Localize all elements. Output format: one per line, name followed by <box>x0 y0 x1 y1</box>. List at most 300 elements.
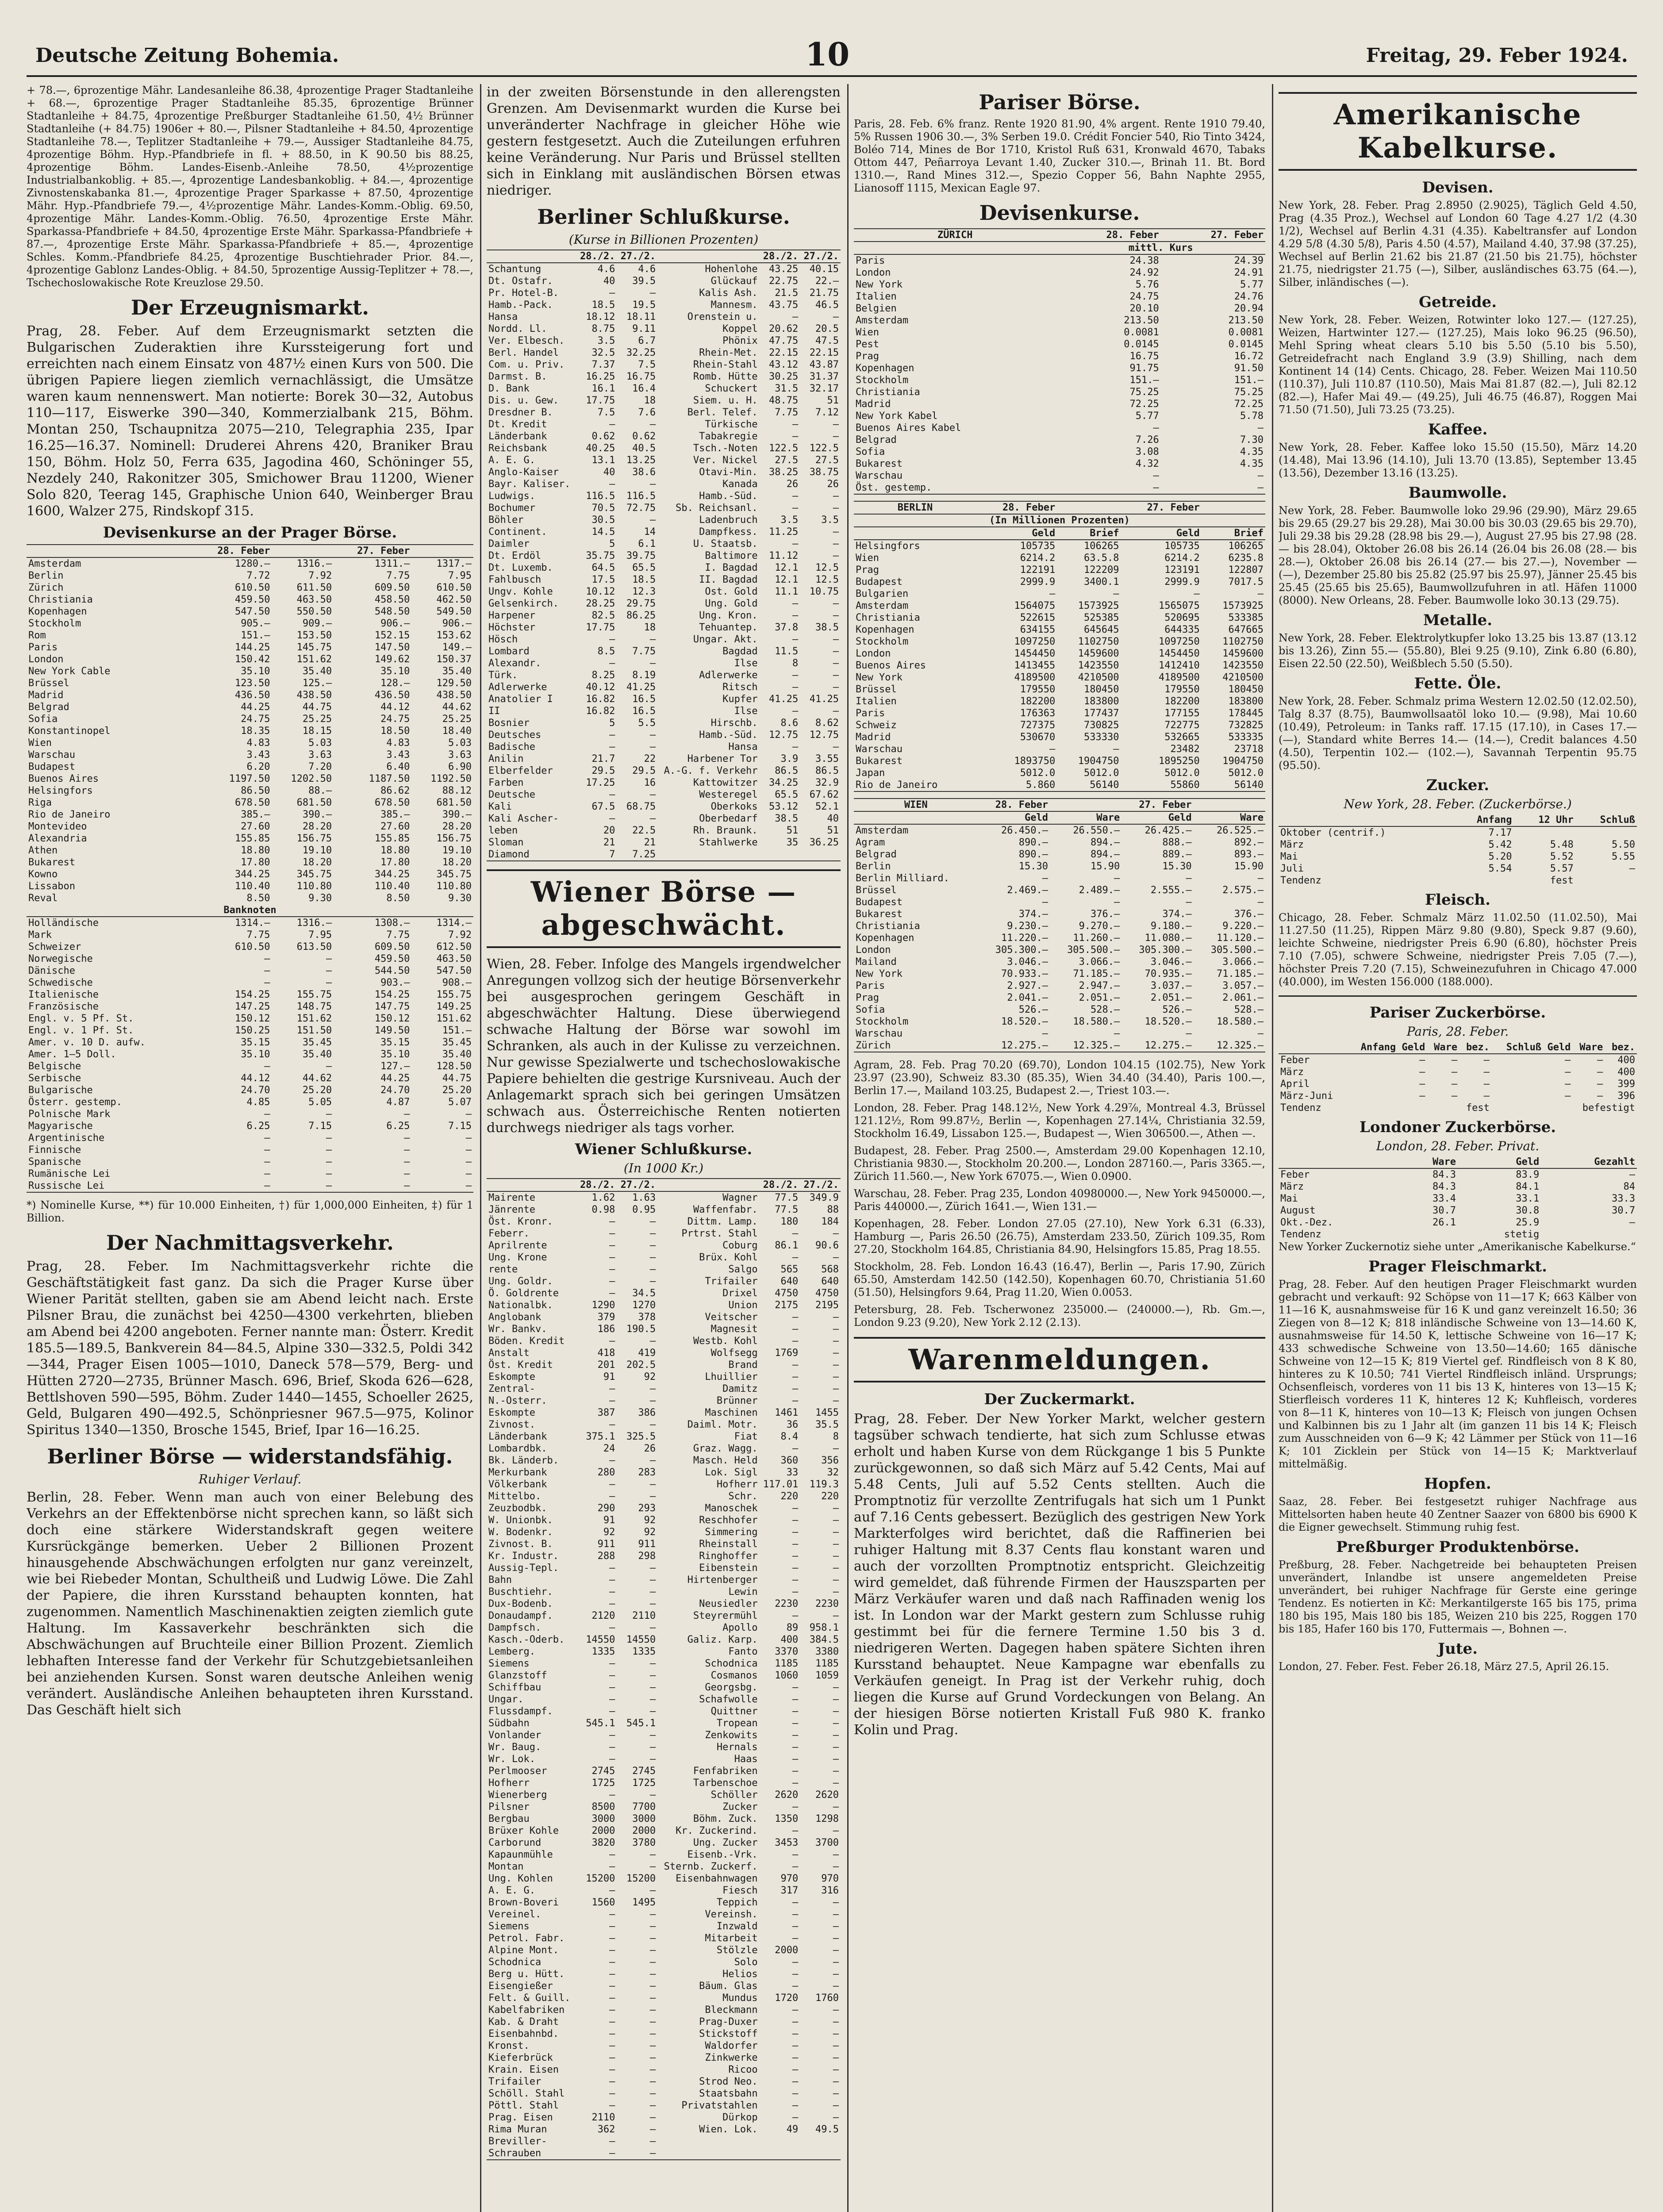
table-cell: — <box>1113 744 1119 755</box>
table-cell: 67.62 <box>809 789 839 800</box>
table-cell: Bäum. Glas <box>699 1981 758 1992</box>
table-cell: 153.50 <box>296 630 332 641</box>
table-cell: 24.39 <box>1234 255 1264 266</box>
table-cell: 26 <box>827 479 839 490</box>
table-row <box>487 645 841 657</box>
table-cell: 8.75 <box>591 323 615 334</box>
table-cell: 345.75 <box>436 869 472 880</box>
table-row <box>854 648 1265 660</box>
table-cell: Nordd. Ll. <box>488 323 547 334</box>
table-row <box>487 2076 841 2088</box>
table-header-row <box>854 811 1265 824</box>
table-cell: 149.62 <box>374 654 410 665</box>
table-cell: 6235.8 <box>1228 553 1264 564</box>
table-cell: 44.75 <box>302 702 332 713</box>
table-cell: II. Bagdad <box>699 574 758 585</box>
table-cell: 44.62 <box>442 702 472 713</box>
table-cell: — <box>1257 1028 1264 1039</box>
table-cell: — <box>833 2005 839 2016</box>
table-cell: — <box>1451 1079 1458 1090</box>
table-cell: Cosmanos <box>711 1670 758 1681</box>
table-row <box>487 1467 841 1479</box>
table-cell: Budapest <box>856 576 903 588</box>
table-cell: Feberr. <box>488 1228 530 1239</box>
table-cell: 30.7 <box>1612 1205 1635 1216</box>
table-cell: — <box>1257 588 1264 599</box>
table-cell: Siemens <box>488 1658 530 1669</box>
table-cell: — <box>1597 1079 1603 1090</box>
table-cell: — <box>833 1575 839 1586</box>
table-cell: 1565075 <box>1158 600 1200 611</box>
table-cell: — <box>609 1682 615 1693</box>
table-cell: — <box>833 2052 839 2063</box>
table-cell: 18.50 <box>380 726 410 737</box>
table-row <box>487 1992 841 2004</box>
table-cell: 18.580.— <box>1073 1016 1120 1027</box>
table-cell: — <box>326 1168 332 1179</box>
table-cell: Spanische <box>28 1156 81 1167</box>
table-cell: Veitscher <box>705 1312 758 1323</box>
table-cell: — <box>792 2016 799 2028</box>
table-cell: — <box>792 2005 799 2016</box>
table-cell: 645645 <box>1084 624 1119 635</box>
table-cell: 16.82 <box>586 694 615 705</box>
table-cell: 5.50 <box>1612 839 1635 850</box>
table-row <box>487 526 841 538</box>
page-number: 10 <box>805 35 850 73</box>
table-cell: 2000 <box>632 1825 656 1836</box>
table-cell: Okt.-Dez. <box>1280 1217 1333 1228</box>
table-cell: — <box>833 741 839 753</box>
table-cell: 184 <box>821 1216 839 1227</box>
table-cell: — <box>792 1395 799 1406</box>
table-cell: Harbener Tor <box>687 753 758 764</box>
table-cell: — <box>649 1981 656 1992</box>
table-row <box>487 299 841 311</box>
table-cell: Eskompte <box>488 1407 535 1418</box>
table-row <box>487 1191 841 1204</box>
table-cell: — <box>649 730 656 741</box>
table-cell: 35.40 <box>442 666 472 677</box>
table-row <box>487 825 841 837</box>
table-cell: 11.080.— <box>1145 933 1192 944</box>
table-cell: — <box>609 1336 615 1347</box>
table-cell: 17.80 <box>380 857 410 868</box>
table-cell: 21.75 <box>809 288 839 299</box>
table-row <box>487 1431 841 1443</box>
table-cell: Eisenb.-Vrk. <box>687 1849 758 1860</box>
table-cell: 3.5 <box>597 335 615 346</box>
table-cell: 1335 <box>591 1646 615 1657</box>
subtitle-berliner-boerse: Ruhiger Verlauf. <box>198 1472 302 1486</box>
article-hopfen: Saaz, 28. Feber. Bei festgesetzt ruhiger Nachfrage aus Mittelsorten haben heute 40 Zentner Saazer von 6800 bis 6900 K die Eigner gewechselt. Stimmung ruhig fest. <box>1279 1495 1637 1533</box>
table-cell: — <box>404 1144 410 1156</box>
table-cell: 35.10 <box>380 1049 410 1060</box>
table-cell: — <box>792 1754 799 1765</box>
table-cell: Bukarest <box>28 857 75 868</box>
table-cell: 532665 <box>1164 732 1200 743</box>
table-cell: 155.85 <box>374 833 410 844</box>
table-cell: Ung. Kohlen <box>488 1873 553 1884</box>
table-row <box>487 1407 841 1419</box>
table-cell: Böden. Kredit <box>488 1336 565 1347</box>
table-cell: 151.— <box>241 630 270 641</box>
table-cell: 8.6 <box>780 718 799 729</box>
table-cell: 2.555.— <box>1150 885 1192 896</box>
table-cell <box>760 2135 800 2147</box>
table-cell: Ungar. <box>488 1694 524 1705</box>
table-cell: 2745 <box>591 1766 615 1777</box>
table-cell: 1.62 <box>591 1192 615 1203</box>
table-cell: Hansa <box>728 741 758 753</box>
table-cell: Flussdampf. <box>488 1706 553 1717</box>
table-cell <box>760 849 800 860</box>
table-cell: 4750 <box>775 1288 799 1299</box>
table-cell: 32.17 <box>809 383 839 394</box>
table-cell: Donaudampf. <box>488 1610 553 1621</box>
table-cell: 18.20 <box>302 857 332 868</box>
table-cell: Eisengießer <box>488 1981 553 1992</box>
table-cell: Konstantinopel <box>28 726 111 737</box>
table-cell: 1185 <box>775 1658 799 1669</box>
table-cell: 23718 <box>1234 744 1264 755</box>
table-row <box>487 729 841 741</box>
table-row <box>854 576 1265 588</box>
table-cell: Otavi-Min. <box>699 467 758 478</box>
table-row <box>487 1849 841 1861</box>
table-cell: London <box>856 945 891 956</box>
table-cell: Anstalt <box>488 1348 530 1359</box>
table-cell: Stockholm <box>856 636 909 647</box>
table-cell: — <box>833 1610 839 1621</box>
table-cell: W. Unionbk. <box>488 1515 553 1526</box>
table-cell: 3000 <box>591 1813 615 1824</box>
table-cell: 43.87 <box>809 359 839 370</box>
table-cell: Österr. gestemp. <box>28 1097 122 1108</box>
table-cell: — <box>833 1933 839 1944</box>
table-cell: — <box>326 977 332 988</box>
table-cell: 1560 <box>591 1897 615 1908</box>
table-cell: — <box>833 1694 839 1705</box>
table-cell: 48.75 <box>769 395 799 406</box>
table-cell: — <box>833 1718 839 1729</box>
table-cell: Coburg <box>722 1240 758 1251</box>
table-cell: Magnesit <box>711 1324 758 1335</box>
table-cell: Zeuzbodbk. <box>488 1503 547 1514</box>
table-cell: 177437 <box>1084 708 1119 719</box>
table-cell: Reval <box>28 893 58 904</box>
table-row <box>27 821 473 833</box>
table-cell: 1350 <box>775 1813 799 1824</box>
table-cell: 105735 <box>1020 541 1056 552</box>
table-cell: Teppich <box>716 1897 758 1908</box>
table-cell: — <box>1483 1055 1490 1066</box>
table-row <box>1279 1193 1637 1205</box>
table-row <box>27 845 473 856</box>
table-cell: Apollo <box>722 1622 758 1633</box>
table-cell: Tendenz <box>1280 875 1321 886</box>
table-cell: New York Kabel <box>856 411 938 422</box>
table-cell: — <box>833 1395 839 1406</box>
table-cell: 526.— <box>1162 1004 1192 1015</box>
table-cell: Kapaunmühle <box>488 1849 553 1860</box>
table-cell: Waldorfer <box>705 2040 758 2051</box>
table-cell: 152.15 <box>374 630 410 641</box>
table-header-cell <box>1057 502 1121 514</box>
table-cell: Bagdad <box>722 646 758 657</box>
subhead-zucker-ny: Zucker. <box>1426 776 1490 794</box>
table-cell: 12.1 <box>775 574 799 585</box>
table-cell: — <box>1483 1091 1490 1102</box>
section-title-devisenkurse: Devisenkurse. <box>979 201 1140 225</box>
table-cell: — <box>792 311 799 323</box>
table-cell: 24.92 <box>1129 267 1159 278</box>
table-row <box>854 291 1265 303</box>
table-cell: Magyarische <box>28 1121 93 1132</box>
table-row <box>1279 875 1637 887</box>
article-fette: New York, 28. Feber. Schmalz prima Western 12.02.50 (12.02.50), Talg 8.37 (8.75), Baumwollsaatöl loko 10.— (9.98), Mai 10.60 (10.49), Petroleum: in Tanks raff. 17.15 (17.10), in Cases 17.— (—), Standard white Berres 14.— (14.—), Credit balances 4.50 (4.50), Terpentin 102.— (102.—), Savannah Terpentin 95.75 (95.50). <box>1279 695 1637 772</box>
table-cell: 5012.0 <box>1164 768 1200 779</box>
table-cell: — <box>649 1419 656 1430</box>
table-cell: 305.500.— <box>1210 945 1264 956</box>
table-cell: Rhein-Met. <box>699 347 758 358</box>
table-cell: 11.1 <box>775 586 799 597</box>
table-cell: Stölzle <box>716 1945 758 1956</box>
table-cell: Bukarest <box>856 909 903 920</box>
table-cell: 8.62 <box>815 718 839 729</box>
table-row <box>854 1004 1265 1016</box>
market-report: Agram, 28. Feb. Prag 70.20 (69.70), London 104.15 (102.75), New York 23.97 (23.90), Schweiz 83.30 (85.35), Wien 34.40 (34.40), Paris 100.—, Berlin 17.—, Mailand 103.25, Budapest 2.—, Triest 103.—. <box>854 1059 1265 1097</box>
table-cell: 8 <box>833 1431 839 1442</box>
table-header-cell: 27. Feber <box>1121 502 1202 514</box>
table-row <box>487 837 841 849</box>
table-cell: — <box>649 634 656 645</box>
table-cell: 40 <box>603 467 615 478</box>
article-pariser-boerse: Paris, 28. Feb. 6% franz. Rente 1920 81.90, 4% argent. Rente 1910 79.40, 5% Russen 1906 30.—, 3% Serben 19.0. Crédit Foncier 540, Rio Tinto 3424, Boléo 714, Mines de Bor 1710, Kristol Ruß 631, Kronwald 4670, Tabaks Ottom 447, Peñarroya Levant 1.40, Zucker 310.—, Brinah 11. Bt. Bord 1310.—, Rand Mines 312.—, Spezio Copper 56, Bahn Naphte 2955, Lianosoff 1115, Mexican Eagle 97. <box>854 118 1265 194</box>
table-cell: Lombard <box>488 646 530 657</box>
table-cell: 125.— <box>302 678 332 689</box>
table-cell: 11.5 <box>775 646 799 657</box>
table-cell: — <box>792 610 799 621</box>
table-cell: 148.75 <box>296 1001 332 1012</box>
table-cell: 2110 <box>632 1610 656 1621</box>
table-cell: 122.5 <box>809 443 839 454</box>
table-row <box>27 1168 473 1180</box>
table-cell: — <box>1451 1055 1458 1066</box>
table-cell: 9.270.— <box>1079 921 1120 932</box>
table-cell: 678.50 <box>374 797 410 808</box>
table-cell: — <box>326 1061 332 1072</box>
table-cell: 16.5 <box>632 694 656 705</box>
table-header-cell: 28./2. <box>576 250 617 263</box>
table-cell: 12.325.— <box>1073 1040 1120 1051</box>
table-row <box>854 482 1265 494</box>
article-getreide: New York, 28. Feber. Weizen, Rotwinter loko 127.— (127.25), Weizen, Hartwinter 127.— (127.25), Mais loko 96.25 (96.50), Mehl Spring wheat clears 5.10 bis 5.50 (5.10 bis 5.50), Getreidefracht nach England 3.9 (3.9) Shilling, nach dem Kontinent 14 (14) Cents. Chicago, 28. Feber. Weizen Mai 110.50 (110.37), Juli 110.87 (110.50), Mais Mai 81.87 (82.—), Juli 82.12 (82.—), Hafer Mai 49.— (49.25), Juli 46.75 (46.87), Roggen Mai 71.50 (71.50), Juli 73.25 (73.25). <box>1279 314 1637 416</box>
table-row <box>854 992 1265 1004</box>
table-cell: 893.— <box>1234 849 1264 860</box>
table-row <box>27 725 473 737</box>
table-cell: 7.17 <box>1488 827 1512 838</box>
other-markets-block <box>854 1059 1265 1329</box>
table-cell: 68.75 <box>626 801 656 812</box>
table-cell: Steyrermühl <box>693 1610 758 1621</box>
table-cell: Länderbank <box>488 1431 547 1442</box>
table-cell: 40 <box>827 813 839 824</box>
table-cell: — <box>1451 1091 1458 1102</box>
table-row <box>1279 1168 1637 1181</box>
table-cell: 5.20 <box>1488 851 1512 862</box>
table-cell: — <box>833 1981 839 1992</box>
table-cell: Schwedische <box>28 977 93 988</box>
table-row <box>854 470 1265 482</box>
table-row <box>487 1299 841 1311</box>
table-cell: 25.9 <box>1516 1217 1540 1228</box>
table-cell: 7.75 <box>775 407 799 418</box>
table-cell: 12.275.— <box>1145 1040 1192 1051</box>
table-row <box>487 574 841 586</box>
table-cell: Holländische <box>28 918 99 929</box>
table-cell: 3780 <box>632 1837 656 1848</box>
table-cell: 609.50 <box>374 941 410 952</box>
table-header-row <box>1279 814 1637 826</box>
table-cell: 91 <box>603 1515 615 1526</box>
table-cell: 2110 <box>591 2112 615 2123</box>
table-row <box>487 849 841 860</box>
table-cell: 385.— <box>241 809 270 820</box>
table-cell: 5.48 <box>1550 839 1574 850</box>
table-cell: 30.7 <box>1433 1205 1456 1216</box>
table-cell: — <box>833 1861 839 1872</box>
table-cell: — <box>609 1622 615 1633</box>
table-cell: 12.75 <box>769 730 799 741</box>
table-row <box>27 677 473 689</box>
table-row <box>487 2028 841 2040</box>
table-cell: 305.300.— <box>995 945 1048 956</box>
table-cell: N.-Osterr. <box>488 1395 547 1406</box>
table-cell: 7.6 <box>638 407 656 418</box>
table-cell: — <box>833 538 839 549</box>
table-cell: 70.933.— <box>1001 968 1048 979</box>
table-row <box>854 824 1265 837</box>
table-row <box>27 880 473 892</box>
table-row <box>27 785 473 797</box>
table-cell: 6.7 <box>638 335 656 346</box>
table-cell: — <box>649 1479 656 1490</box>
table-cell: Baltimore <box>705 550 758 561</box>
table-row <box>27 833 473 845</box>
table-cell: 56140 <box>1090 780 1119 791</box>
table-cell: 30.25 <box>769 371 799 382</box>
table-cell: Dresdner B. <box>488 407 553 418</box>
table-cell: 3700 <box>815 1837 839 1848</box>
table-cell: 3.63 <box>308 749 332 760</box>
table-cell: 7.92 <box>308 570 332 581</box>
table-cell: 15.30 <box>1018 861 1048 872</box>
table-row <box>487 2124 841 2135</box>
table-cell: — <box>792 1825 799 1836</box>
table-cell: 5.77 <box>1135 411 1159 422</box>
table-cell: Mai <box>1280 1193 1298 1204</box>
table-cell: 530670 <box>1020 732 1056 743</box>
table-cell: 1311.— <box>374 558 410 569</box>
table-cell: 1459600 <box>1222 648 1264 659</box>
table-cell: — <box>833 2028 839 2039</box>
table-cell: — <box>326 965 332 976</box>
table-cell: 611.50 <box>296 582 332 593</box>
table-cell: Montan <box>488 1861 524 1872</box>
table-header-cell: 28./2. <box>760 1179 800 1191</box>
table-cell: 7017.5 <box>1228 576 1264 588</box>
table-cell: — <box>649 1730 656 1741</box>
table-row <box>487 1717 841 1729</box>
table-cell: 25.25 <box>442 714 472 725</box>
table-cell: Wr. Lok. <box>488 1754 535 1765</box>
table-row <box>854 779 1265 791</box>
table-cell: 4.83 <box>246 737 270 749</box>
table-cell: 21.5 <box>775 288 799 299</box>
table-cell: 190.5 <box>626 1324 656 1335</box>
table-cell: New York <box>856 672 903 683</box>
table-cell: 678.50 <box>235 797 270 808</box>
table-cell: Schweizer <box>28 941 81 952</box>
table-cell: Anglobank <box>488 1312 542 1323</box>
table-cell: — <box>833 1359 839 1371</box>
table-cell: 7700 <box>632 1801 656 1813</box>
table-cell: Alexandr. <box>488 658 542 669</box>
table-cell: — <box>649 288 656 299</box>
table-row <box>487 407 841 419</box>
table-cell: 3.08 <box>1135 446 1159 457</box>
table-cell: 396 <box>1617 1091 1635 1102</box>
table-cell: — <box>326 1109 332 1120</box>
table-row <box>487 263 841 275</box>
table-header-cell <box>657 1179 759 1191</box>
table-cell: — <box>609 1861 615 1872</box>
table-row <box>854 968 1265 980</box>
table-header-cell <box>487 250 576 263</box>
table-cell: 610.50 <box>235 941 270 952</box>
table-header-row <box>854 229 1265 242</box>
table-cell: Bergbau <box>488 1813 530 1824</box>
table-cell: Rom <box>28 630 46 641</box>
table-row <box>854 849 1265 860</box>
article-wiener-boerse: Wien, 28. Feber. Infolge des Mangels irgendwelcher Anregungen vollzog sich der heutige Börsenverkehr bei ausgesprochen geringem Geschäft in abgeschwächter Haltung. Diese überwiegend schwache Haltung der Börse war sowohl im Schranken, als auch in der Kulisse zu verzeichnen. Nur gewisse Spezialwerte und tschechoslowakische Papiere behielten die gestrige Kursniveau. Auch der Anlagemarkt sprach sich bei geringen Umsätzen schwach aus. Österreichische Renten notierten durchwegs niedriger als tags vorher. <box>487 956 841 1136</box>
table-cell: Belgrad <box>856 434 897 445</box>
table-cell: 19.10 <box>442 845 472 856</box>
table-cell: — <box>833 1801 839 1813</box>
table-cell: — <box>649 1264 656 1275</box>
table-cell: — <box>792 503 799 514</box>
table-cell: 32.5 <box>591 347 615 358</box>
table-cell: Ver. Elbesch. <box>488 335 565 346</box>
table-cell: Daimler <box>488 538 530 549</box>
table-cell: Stockholm <box>856 1016 909 1027</box>
table-cell: Stockholm <box>28 618 81 629</box>
table-cell: Bleckmann <box>705 2005 758 2016</box>
table-cell: 22.5 <box>632 825 656 836</box>
table-cell: — <box>792 1443 799 1454</box>
table-cell: 25.20 <box>442 1085 472 1096</box>
table-cell: — <box>649 813 656 824</box>
table-cell: Kopenhagen <box>856 933 914 944</box>
table-cell: Kieferbrück <box>488 2052 553 2063</box>
table-cell: Polnische Mark <box>28 1109 111 1120</box>
table-cell: Wien <box>856 327 879 338</box>
table-cell: — <box>609 730 615 741</box>
table-cell: Staatsbahn <box>699 2088 758 2099</box>
table-cell: 970 <box>821 1873 839 1884</box>
table-cell: 7.92 <box>448 929 472 941</box>
